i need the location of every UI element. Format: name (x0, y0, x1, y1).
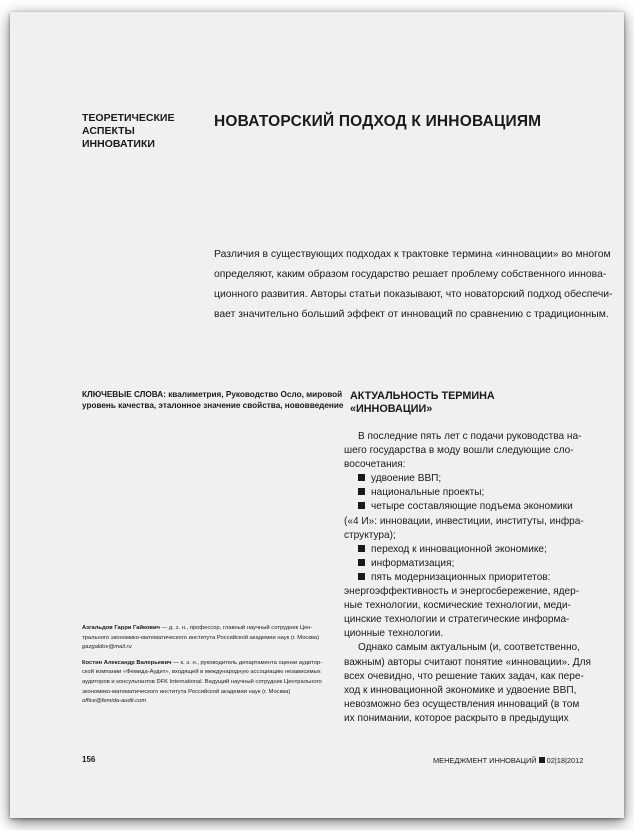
bullet-icon (358, 502, 365, 509)
issue-number: 02|18|2012 (546, 756, 584, 765)
section-heading-line: АКТУАЛЬНОСТЬ ТЕРМИНА (350, 390, 495, 402)
bullet-icon (358, 573, 365, 580)
list-item (344, 472, 600, 486)
page-number: 156 (82, 755, 96, 764)
author-email[interactable]: office@femida-audit.com (82, 698, 147, 705)
paragraph-line: Однако самым актуальным (и, соответственно, (358, 642, 580, 654)
paragraph-line: восочетания: (344, 459, 406, 471)
paragraph-line: важным) авторы считают понятие «инновации». Для (344, 656, 591, 668)
author-bio: — д. э. н., профессор, главный научный сотрудник Цен- (159, 625, 313, 631)
list-item (344, 543, 600, 557)
list-item (344, 500, 600, 514)
bullet-icon (358, 474, 365, 481)
journal-name: МЕНЕДЖМЕНТ ИННОВАЦИЙ (433, 756, 537, 765)
bullet-icon (358, 488, 365, 495)
list-item-text: информатизация; (371, 557, 455, 569)
list-item-text: национальные проекты; (371, 487, 485, 499)
author-email[interactable]: gazgaldov@mail.ru (82, 644, 132, 651)
author-bio: ской компании «Фемида-Аудит», входящей в международную ассоциацию независимых (82, 669, 321, 676)
article-title: НОВАТОРСКИЙ ПОДХОД К ИННОВАЦИЯМ (214, 113, 542, 130)
section-heading-line: «ИННОВАЦИИ» (350, 403, 433, 415)
abstract-line: ционного развития. Авторы статьи показывают, что новаторский подход обеспечи- (214, 289, 613, 300)
abstract-line: вает значительно больший эффект от инноваций по сравнению с традиционным. (214, 309, 609, 320)
bullet-icon (358, 559, 365, 566)
paragraph-line: цинские технологии и стратегические информа- (344, 614, 570, 626)
paragraph-line: ционные технологии. (344, 628, 444, 640)
paragraph-line: их понимании, которое раскрыто в предыдущих (344, 712, 569, 724)
body-text (344, 430, 600, 726)
keywords-line: уровень качества, эталонное значение свойства, нововведение (82, 401, 344, 410)
author-bio: экономико-математического института Российской академии наук (г. Москва) (82, 688, 291, 695)
paragraph-line: структура); (344, 529, 396, 541)
author-name: Костин Александр Валерьевич (82, 659, 172, 666)
list-item (344, 486, 600, 500)
page-sheet (10, 12, 624, 818)
list-item-text: четыре составляющие подъема экономики (371, 501, 573, 513)
section-kicker: ТЕОРЕТИЧЕСКИЕ АСПЕКТЫ ИННОВАТИКИ (82, 112, 175, 150)
paragraph-line: шего государства в моду вошли следующие сло- (344, 445, 574, 457)
list-item-text: удвоение ВВП; (371, 473, 442, 485)
author-info (82, 624, 344, 713)
abstract (214, 245, 613, 325)
abstract-line: определяют, каким образом государство решает проблему собственного иннова- (214, 269, 607, 280)
running-footer (433, 756, 583, 765)
author-bio: — к. э. н., руководитель департамента оценки аудитор- (171, 659, 323, 666)
paragraph-line: В последние пять лет с подачи руководства на- (358, 431, 582, 442)
author-bio: трального экономико-математического института Российской академии наук (г. Москва) (82, 634, 320, 641)
author-block (82, 624, 344, 653)
keywords (82, 389, 344, 411)
bullet-icon (358, 545, 365, 552)
list-item (344, 557, 600, 571)
paragraph-line: («4 И»: инновации, инвестиции, институты, инфра- (344, 515, 584, 527)
abstract-line: Различия в существующих подходах к трактовке термина «инновации» во многом (214, 249, 611, 260)
list-item-text: переход к инновационной экономике; (371, 543, 547, 555)
paragraph-line: ход к инновационной экономике и удвоение ВВП, (344, 684, 577, 696)
section-heading (350, 390, 495, 416)
list-item (344, 571, 600, 585)
author-block (82, 659, 344, 707)
paragraph-line: всех очевидно, что решение таких задач, как пере- (344, 670, 584, 682)
square-icon (539, 757, 545, 763)
list-item-text: пять модернизационных приоритетов: (371, 571, 551, 583)
paragraph-line: невозможно без осуществления инноваций (в том (344, 698, 580, 710)
paragraph-line: ные технологии, космические технологии, меди- (344, 600, 571, 612)
keywords-line: КЛЮЧЕВЫЕ СЛОВА: квалиметрия, Руководство Осло, мировой (82, 390, 343, 399)
author-name: Азгальдов Гарри Гайкович (82, 625, 160, 631)
paragraph-line: энергоэффективность и энергосбережение, ядер- (344, 586, 580, 598)
author-bio: аудиторов и консультантов DFK International. Ведущий научный сотрудник Центрального (82, 678, 322, 685)
